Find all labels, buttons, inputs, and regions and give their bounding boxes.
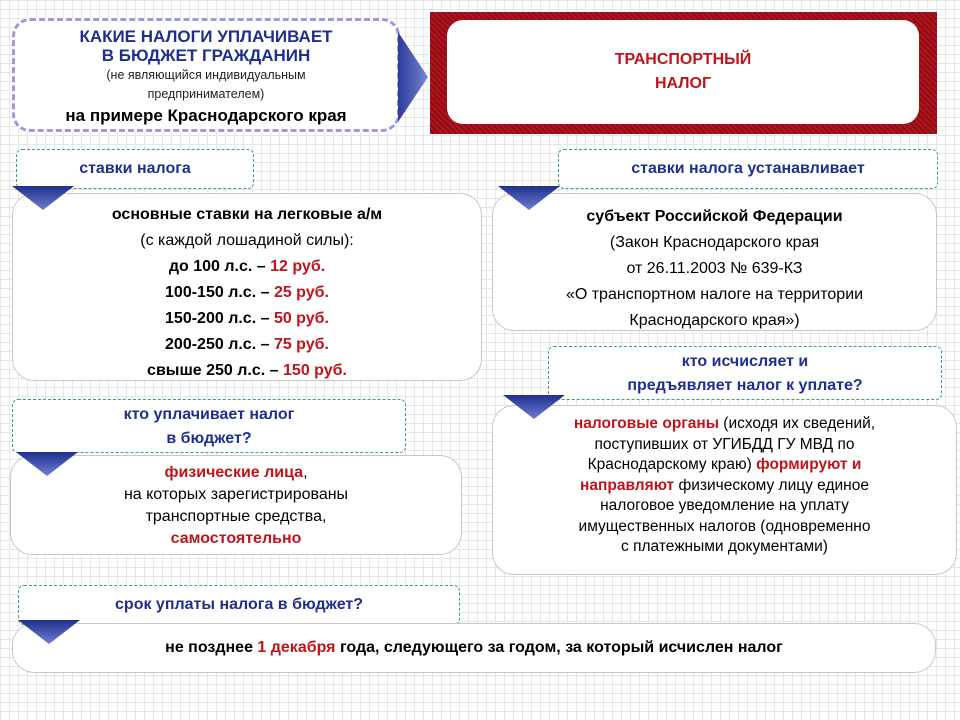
org-tab-line-2: предъявляет налог к уплате?: [627, 377, 863, 394]
org-line-3: Краснодарскому краю) формируют и: [587, 456, 862, 473]
title-region: на примере Краснодарского края: [65, 106, 347, 125]
subject-line-1: субъект Российской Федерации: [586, 208, 843, 225]
subject-line-4: «О транспортном налоге на территории: [565, 286, 864, 303]
title-note-2: предпринимателем): [147, 87, 265, 101]
payer-tab-line-1: кто уплачивает налог: [123, 406, 295, 423]
rates-line-2: (с каждой лошадиной силы):: [140, 232, 354, 249]
rate-item-5: свыше 250 л.с. – 150 руб.: [147, 362, 347, 379]
org-line-1: налоговые органы (исходя их сведений,: [573, 415, 876, 432]
payer-box: [10, 455, 462, 555]
title-line-1: КАКИЕ НАЛОГИ УПЛАЧИВАЕТ: [79, 27, 333, 46]
org-line-4: направляют физическому лицу единое: [580, 476, 869, 494]
title-box: [12, 18, 400, 132]
org-line-6: имущественных налогов (одновременно: [578, 517, 871, 535]
rates-tab: ставки налога: [16, 149, 254, 189]
topic-line-1: ТРАНСПОРТНЫЙ: [614, 51, 752, 68]
org-tab-line-1: кто исчисляет и: [681, 353, 809, 370]
rates-line-1: основные ставки на легковые а/м: [111, 206, 383, 223]
deadline-text: не позднее 1 декабря года, следующего за годом, за который исчислен налог: [165, 639, 783, 656]
title-line-2: В БЮДЖЕТ ГРАЖДАНИН: [101, 46, 311, 65]
org-line-5: налоговое уведомление на уплату: [600, 497, 849, 514]
subject-box: [492, 193, 937, 331]
subject-line-3: от 26.11.2003 № 639-КЗ: [626, 260, 803, 277]
rate-item-3: 150-200 л.с. – 50 руб.: [165, 310, 329, 327]
subject-tab: ставки налога устанавливает: [558, 149, 938, 189]
payer-line-2: на которых зарегистрированы: [123, 486, 349, 503]
payer-line-4: самостоятельно: [170, 530, 302, 547]
deadline-tab: срок уплаты налога в бюджет?: [18, 585, 460, 625]
payer-line-3: транспортные средства,: [145, 508, 327, 525]
org-box: [492, 405, 957, 575]
org-line-7: с платежными документами): [621, 538, 828, 555]
rate-item-4: 200-250 л.с. – 75 руб.: [165, 336, 329, 353]
rates-box: [12, 193, 482, 381]
payer-line-1: физические лица,: [164, 464, 308, 481]
payer-tab: [12, 399, 406, 453]
topic-line-2: НАЛОГ: [654, 75, 712, 92]
org-line-2: поступивших от УГИБДД ГУ МВД по: [594, 435, 855, 453]
topic-box: [447, 20, 919, 124]
deadline-box: [12, 623, 936, 673]
subject-line-5: Краснодарского края»): [629, 312, 800, 329]
rate-item-1: до 100 л.с. – 12 руб.: [168, 258, 326, 275]
title-note-1: (не являющийся индивидуальным: [106, 68, 306, 82]
arrow-right-icon: [398, 32, 428, 122]
payer-tab-line-2: в бюджет?: [166, 430, 252, 447]
subject-line-2: (Закон Краснодарского края: [609, 234, 820, 251]
rate-item-2: 100-150 л.с. – 25 руб.: [165, 284, 329, 301]
org-tab: [548, 346, 942, 400]
